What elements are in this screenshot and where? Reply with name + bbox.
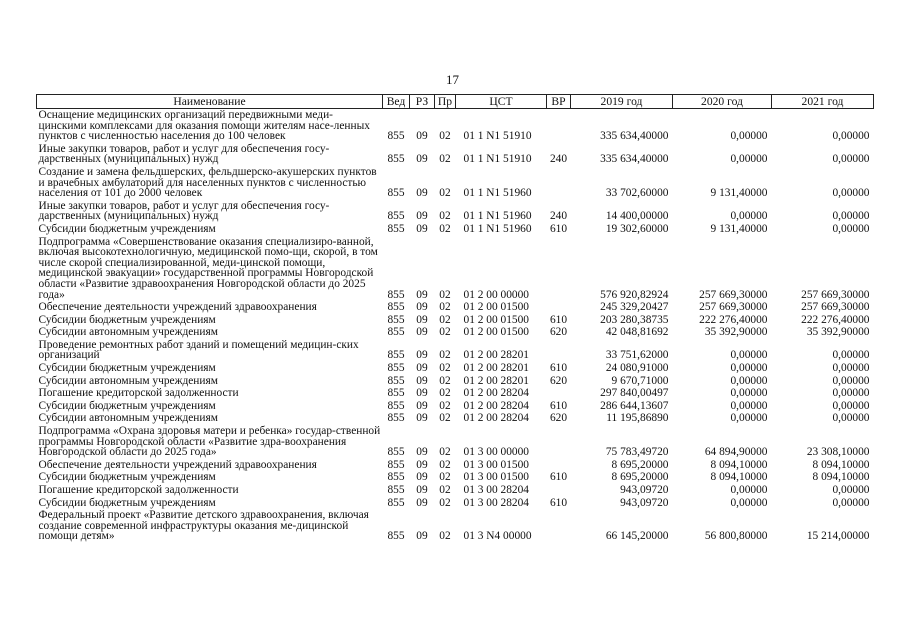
cell-y2019: 24 080,91000 <box>605 362 669 375</box>
cell-y2019: 66 145,20000 <box>605 530 669 543</box>
table-row <box>37 301 874 314</box>
cell-ved: 855 <box>387 484 405 496</box>
cell-name: Субсидии бюджетным учреждениям <box>38 471 216 484</box>
cell-y2021: 0,00000 <box>832 374 870 387</box>
cell-pr: 02 <box>439 222 451 235</box>
cell-y2021: 0,00000 <box>832 222 870 235</box>
cell-pr: 02 <box>439 187 451 200</box>
cell-cst: 01 2 00 28201 <box>463 349 529 362</box>
column-header-name: Наименование <box>37 95 383 109</box>
cell-y2019: 245 329,20427 <box>600 301 669 314</box>
cell-y2020: 0,00000 <box>730 210 768 223</box>
cell-y2019: 335 634,40000 <box>600 153 669 166</box>
cell-cst: 01 2 00 01500 <box>463 326 529 339</box>
cell-vr: 610 <box>549 313 568 326</box>
cell-y2020: 0,00000 <box>730 374 768 387</box>
cell-vr: 610 <box>549 399 568 412</box>
cell-cst: 01 3 00 00000 <box>463 446 529 459</box>
cell-y2020: 0,00000 <box>730 349 768 362</box>
cell-name: Погашение кредиторской задолженности <box>38 484 239 496</box>
budget-table <box>36 94 874 543</box>
cell-y2019: 286 644,13607 <box>600 399 669 412</box>
cell-rz: 09 <box>416 458 428 471</box>
cell-pr: 02 <box>439 301 451 314</box>
cell-y2021: 0,00000 <box>832 349 870 362</box>
cell-cst: 01 3 00 01500 <box>463 471 529 484</box>
cell-rz: 09 <box>416 153 428 166</box>
table-row <box>37 362 874 375</box>
cell-y2020: 9 131,40000 <box>710 187 768 200</box>
cell-name: Оснащение медицинских организаций передвижными меди-цинскими комплексами для оказания помощи жителям насе-ленных пунктов с численностью населения до 100 человек <box>38 109 370 143</box>
cell-rz: 09 <box>416 362 428 375</box>
cell-pr: 02 <box>439 412 451 425</box>
cell-vr <box>547 484 571 497</box>
cell-vr <box>547 301 571 314</box>
cell-rz: 09 <box>416 484 428 496</box>
cell-y2021: 257 669,30000 <box>801 288 870 301</box>
cell-y2020: 8 094,10000 <box>710 458 768 471</box>
cell-pr: 02 <box>439 288 451 301</box>
table-row <box>37 471 874 484</box>
cell-ved: 855 <box>387 153 405 166</box>
table-row <box>37 425 874 459</box>
cell-ved: 855 <box>387 446 405 459</box>
table-row <box>37 166 874 200</box>
cell-ved: 855 <box>387 387 405 400</box>
column-header-cst: ЦСТ <box>456 95 547 109</box>
table-row <box>37 314 874 327</box>
cell-y2019: 14 400,00000 <box>605 210 669 223</box>
cell-rz: 09 <box>416 210 428 223</box>
cell-vr <box>547 166 571 200</box>
cell-vr: 620 <box>549 374 568 387</box>
cell-vr <box>547 387 571 400</box>
cell-cst: 01 2 00 01500 <box>463 313 529 326</box>
cell-ved: 855 <box>387 326 405 339</box>
cell-cst: 01 1 N1 51910 <box>463 130 532 143</box>
cell-y2019: 9 670,71000 <box>611 374 669 387</box>
cell-vr: 610 <box>549 471 568 484</box>
cell-y2020: 0,00000 <box>730 412 768 425</box>
cell-y2020: 56 800,80000 <box>704 530 768 543</box>
cell-y2020: 35 392,90000 <box>704 326 768 339</box>
cell-rz: 09 <box>416 412 428 425</box>
table-row <box>37 326 874 339</box>
cell-y2020: 9 131,40000 <box>710 222 768 235</box>
cell-y2019: 33 702,60000 <box>605 187 669 200</box>
cell-ved: 855 <box>387 471 405 484</box>
cell-ved: 855 <box>387 412 405 425</box>
cell-ved: 855 <box>387 222 405 235</box>
cell-pr: 02 <box>439 210 451 223</box>
page-number: 17 <box>446 72 459 87</box>
cell-cst: 01 1 N1 51960 <box>463 222 532 235</box>
cell-y2019: 335 634,40000 <box>600 130 669 143</box>
cell-vr: 620 <box>549 326 568 339</box>
cell-cst: 01 3 00 28204 <box>463 484 529 496</box>
cell-y2021: 222 276,40000 <box>801 313 870 326</box>
cell-y2021: 23 308,10000 <box>806 446 870 459</box>
cell-y2019: 203 280,38735 <box>600 313 669 326</box>
cell-cst: 01 1 N1 51960 <box>463 187 532 200</box>
cell-y2020: 0,00000 <box>730 130 768 143</box>
column-header-ved: Вед <box>383 95 410 109</box>
cell-y2019: 943,09720 <box>620 496 669 509</box>
cell-ved: 855 <box>387 313 405 326</box>
cell-vr: 610 <box>549 362 568 375</box>
cell-pr: 02 <box>439 349 451 362</box>
cell-y2020: 257 669,30000 <box>699 301 768 314</box>
cell-rz: 09 <box>416 530 428 543</box>
column-header-2019: 2019 год <box>571 95 673 109</box>
cell-name: Субсидии автономным учреждениям <box>38 326 218 339</box>
cell-y2020: 257 669,30000 <box>699 288 768 301</box>
cell-ved: 855 <box>387 130 405 143</box>
table-row <box>37 459 874 472</box>
cell-y2019: 297 840,00497 <box>600 387 669 400</box>
cell-y2019: 8 695,20000 <box>611 458 669 471</box>
cell-y2021: 0,00000 <box>832 130 870 143</box>
cell-name: Субсидии бюджетным учреждениям <box>38 496 216 509</box>
cell-y2020: 0,00000 <box>730 399 768 412</box>
cell-y2019: 33 751,62000 <box>605 349 669 362</box>
cell-name: Подпрограмма «Совершенствование оказания специализиро-ванной, включая высокотехнологичную, медицинской помо-щи, скорой, в том числе скорой специализированной, меди-цинской помощи, медицинской эвакуации» государственной программы Новгородской области «Развитие здравоохранения Новгородской области до 2025 года» <box>38 235 378 301</box>
cell-y2021: 0,00000 <box>832 496 870 509</box>
cell-vr <box>547 425 571 459</box>
cell-y2021: 0,00000 <box>832 210 870 223</box>
column-header-2021: 2021 год <box>772 95 874 109</box>
cell-y2021: 8 094,10000 <box>812 458 870 471</box>
cell-cst: 01 1 N1 51910 <box>463 153 532 166</box>
cell-pr: 02 <box>439 496 451 509</box>
table-row <box>37 339 874 362</box>
cell-y2020: 0,00000 <box>730 153 768 166</box>
cell-rz: 09 <box>416 496 428 509</box>
cell-vr <box>547 109 571 143</box>
cell-ved: 855 <box>387 399 405 412</box>
cell-vr: 240 <box>549 153 568 166</box>
cell-pr: 02 <box>439 313 451 326</box>
cell-cst: 01 2 00 28204 <box>463 399 529 412</box>
cell-y2020: 0,00000 <box>730 387 768 400</box>
cell-rz: 09 <box>416 399 428 412</box>
cell-y2021: 8 094,10000 <box>812 471 870 484</box>
table-row <box>37 509 874 543</box>
cell-y2020: 64 894,90000 <box>704 446 768 459</box>
cell-rz: 09 <box>416 374 428 387</box>
cell-name: Субсидии бюджетным учреждениям <box>38 222 216 235</box>
cell-ved: 855 <box>387 530 405 543</box>
table-row <box>37 375 874 388</box>
cell-rz: 09 <box>416 288 428 301</box>
cell-y2021: 35 392,90000 <box>806 326 870 339</box>
cell-ved: 855 <box>387 458 405 471</box>
cell-y2021: 257 669,30000 <box>801 301 870 314</box>
table-row <box>37 497 874 510</box>
cell-rz: 09 <box>416 222 428 235</box>
cell-cst: 01 2 00 28201 <box>463 374 529 387</box>
cell-cst: 01 3 N4 00000 <box>463 530 532 543</box>
cell-vr <box>547 459 571 472</box>
cell-ved: 855 <box>387 496 405 509</box>
cell-y2019: 75 783,49720 <box>605 446 669 459</box>
cell-y2019: 943,09720 <box>620 484 669 496</box>
cell-y2019: 19 302,60000 <box>605 222 669 235</box>
cell-cst: 01 3 00 28204 <box>463 496 529 509</box>
table-row <box>37 143 874 166</box>
cell-y2020: 8 094,10000 <box>710 471 768 484</box>
cell-y2021: 0,00000 <box>832 412 870 425</box>
cell-rz: 09 <box>416 130 428 143</box>
cell-y2021: 0,00000 <box>832 387 870 400</box>
table-row <box>37 412 874 425</box>
cell-ved: 855 <box>387 301 405 314</box>
cell-name: Субсидии автономным учреждениям <box>38 374 218 387</box>
cell-y2019: 8 695,20000 <box>611 471 669 484</box>
cell-pr: 02 <box>439 153 451 166</box>
cell-pr: 02 <box>439 458 451 471</box>
column-header-pr: Пр <box>435 95 456 109</box>
cell-y2020: 0,00000 <box>730 484 768 496</box>
table-body <box>37 109 874 543</box>
cell-name: Федеральный проект «Развитие детского здравоохранения, включая создание современной инфраструктуры оказания ме-дицинской помощи детям» <box>38 509 369 543</box>
cell-pr: 02 <box>439 326 451 339</box>
cell-pr: 02 <box>439 530 451 543</box>
cell-name: Субсидии бюджетным учреждениям <box>38 313 216 326</box>
table-row <box>37 400 874 413</box>
cell-cst: 01 1 N1 51960 <box>463 210 532 223</box>
cell-rz: 09 <box>416 301 428 314</box>
table-row <box>37 200 874 223</box>
cell-ved: 855 <box>387 349 405 362</box>
cell-y2019: 42 048,81692 <box>605 326 669 339</box>
cell-ved: 855 <box>387 288 405 301</box>
cell-y2021: 15 214,00000 <box>806 530 870 543</box>
cell-name: Подпрограмма «Охрана здоровья матери и ребенка» государ-ственной программы Новгородской области «Развитие здра-воохранения Новгородской области до 2025 года» <box>38 425 381 459</box>
table-row <box>37 109 874 143</box>
table-row <box>37 484 874 497</box>
cell-pr: 02 <box>439 387 451 400</box>
cell-vr: 610 <box>549 222 568 235</box>
cell-name: Субсидии бюджетным учреждениям <box>38 399 216 412</box>
cell-name: Обеспечение деятельности учреждений здравоохранения <box>38 301 317 314</box>
cell-pr: 02 <box>439 130 451 143</box>
cell-name: Создание и замена фельдшерских, фельдшерско-акушерских пунктов и врачебных амбулаторий для населенных пунктов с численностью населения от 101 до 2000 человек <box>38 165 377 200</box>
cell-y2020: 0,00000 <box>730 496 768 509</box>
cell-y2021: 0,00000 <box>832 187 870 200</box>
cell-rz: 09 <box>416 471 428 484</box>
cell-cst: 01 2 00 28204 <box>463 412 529 425</box>
cell-y2019: 11 195,86890 <box>606 412 669 425</box>
cell-cst: 01 2 00 00000 <box>463 288 529 301</box>
cell-rz: 09 <box>416 187 428 200</box>
cell-y2021: 0,00000 <box>832 399 870 412</box>
cell-vr: 610 <box>549 496 568 509</box>
cell-name: Проведение ремонтных работ зданий и помещений медицин-ских организаций <box>38 338 359 362</box>
cell-name: Субсидии бюджетным учреждениям <box>38 362 216 375</box>
cell-rz: 09 <box>416 349 428 362</box>
cell-y2020: 222 276,40000 <box>699 313 768 326</box>
cell-pr: 02 <box>439 471 451 484</box>
cell-pr: 02 <box>439 374 451 387</box>
cell-vr: 620 <box>549 412 568 425</box>
cell-pr: 02 <box>439 484 451 496</box>
cell-cst: 01 2 00 01500 <box>463 301 529 314</box>
cell-y2021: 0,00000 <box>832 362 870 375</box>
cell-vr <box>547 509 571 543</box>
cell-y2020: 0,00000 <box>730 362 768 375</box>
cell-cst: 01 3 00 01500 <box>463 458 529 471</box>
column-header-2020: 2020 год <box>673 95 772 109</box>
cell-ved: 855 <box>387 210 405 223</box>
cell-pr: 02 <box>439 399 451 412</box>
cell-rz: 09 <box>416 313 428 326</box>
cell-ved: 855 <box>387 187 405 200</box>
cell-ved: 855 <box>387 374 405 387</box>
cell-name: Обеспечение деятельности учреждений здравоохранения <box>38 458 317 471</box>
cell-name: Иные закупки товаров, работ и услуг для обеспечения госу-дарственных (муниципальных) нужд <box>38 199 330 223</box>
cell-vr <box>547 236 571 302</box>
cell-vr <box>547 339 571 362</box>
cell-name: Субсидии автономным учреждениям <box>38 412 218 425</box>
table-header-row <box>37 95 874 109</box>
table-row <box>37 223 874 236</box>
cell-y2021: 0,00000 <box>832 484 870 496</box>
cell-pr: 02 <box>439 362 451 375</box>
cell-pr: 02 <box>439 446 451 459</box>
column-header-rz: РЗ <box>410 95 435 109</box>
table-row <box>37 387 874 400</box>
cell-vr: 240 <box>549 210 568 223</box>
table-row <box>37 236 874 302</box>
cell-name: Погашение кредиторской задолженности <box>38 387 239 400</box>
cell-y2019: 576 920,82924 <box>600 288 669 301</box>
cell-rz: 09 <box>416 326 428 339</box>
cell-rz: 09 <box>416 387 428 400</box>
cell-cst: 01 2 00 28201 <box>463 362 529 375</box>
cell-cst: 01 2 00 28204 <box>463 387 529 400</box>
cell-y2021: 0,00000 <box>832 153 870 166</box>
cell-rz: 09 <box>416 446 428 459</box>
cell-name: Иные закупки товаров, работ и услуг для обеспечения госу-дарственных (муниципальных) нужд <box>38 142 330 166</box>
column-header-vr: ВР <box>547 95 571 109</box>
cell-ved: 855 <box>387 362 405 375</box>
